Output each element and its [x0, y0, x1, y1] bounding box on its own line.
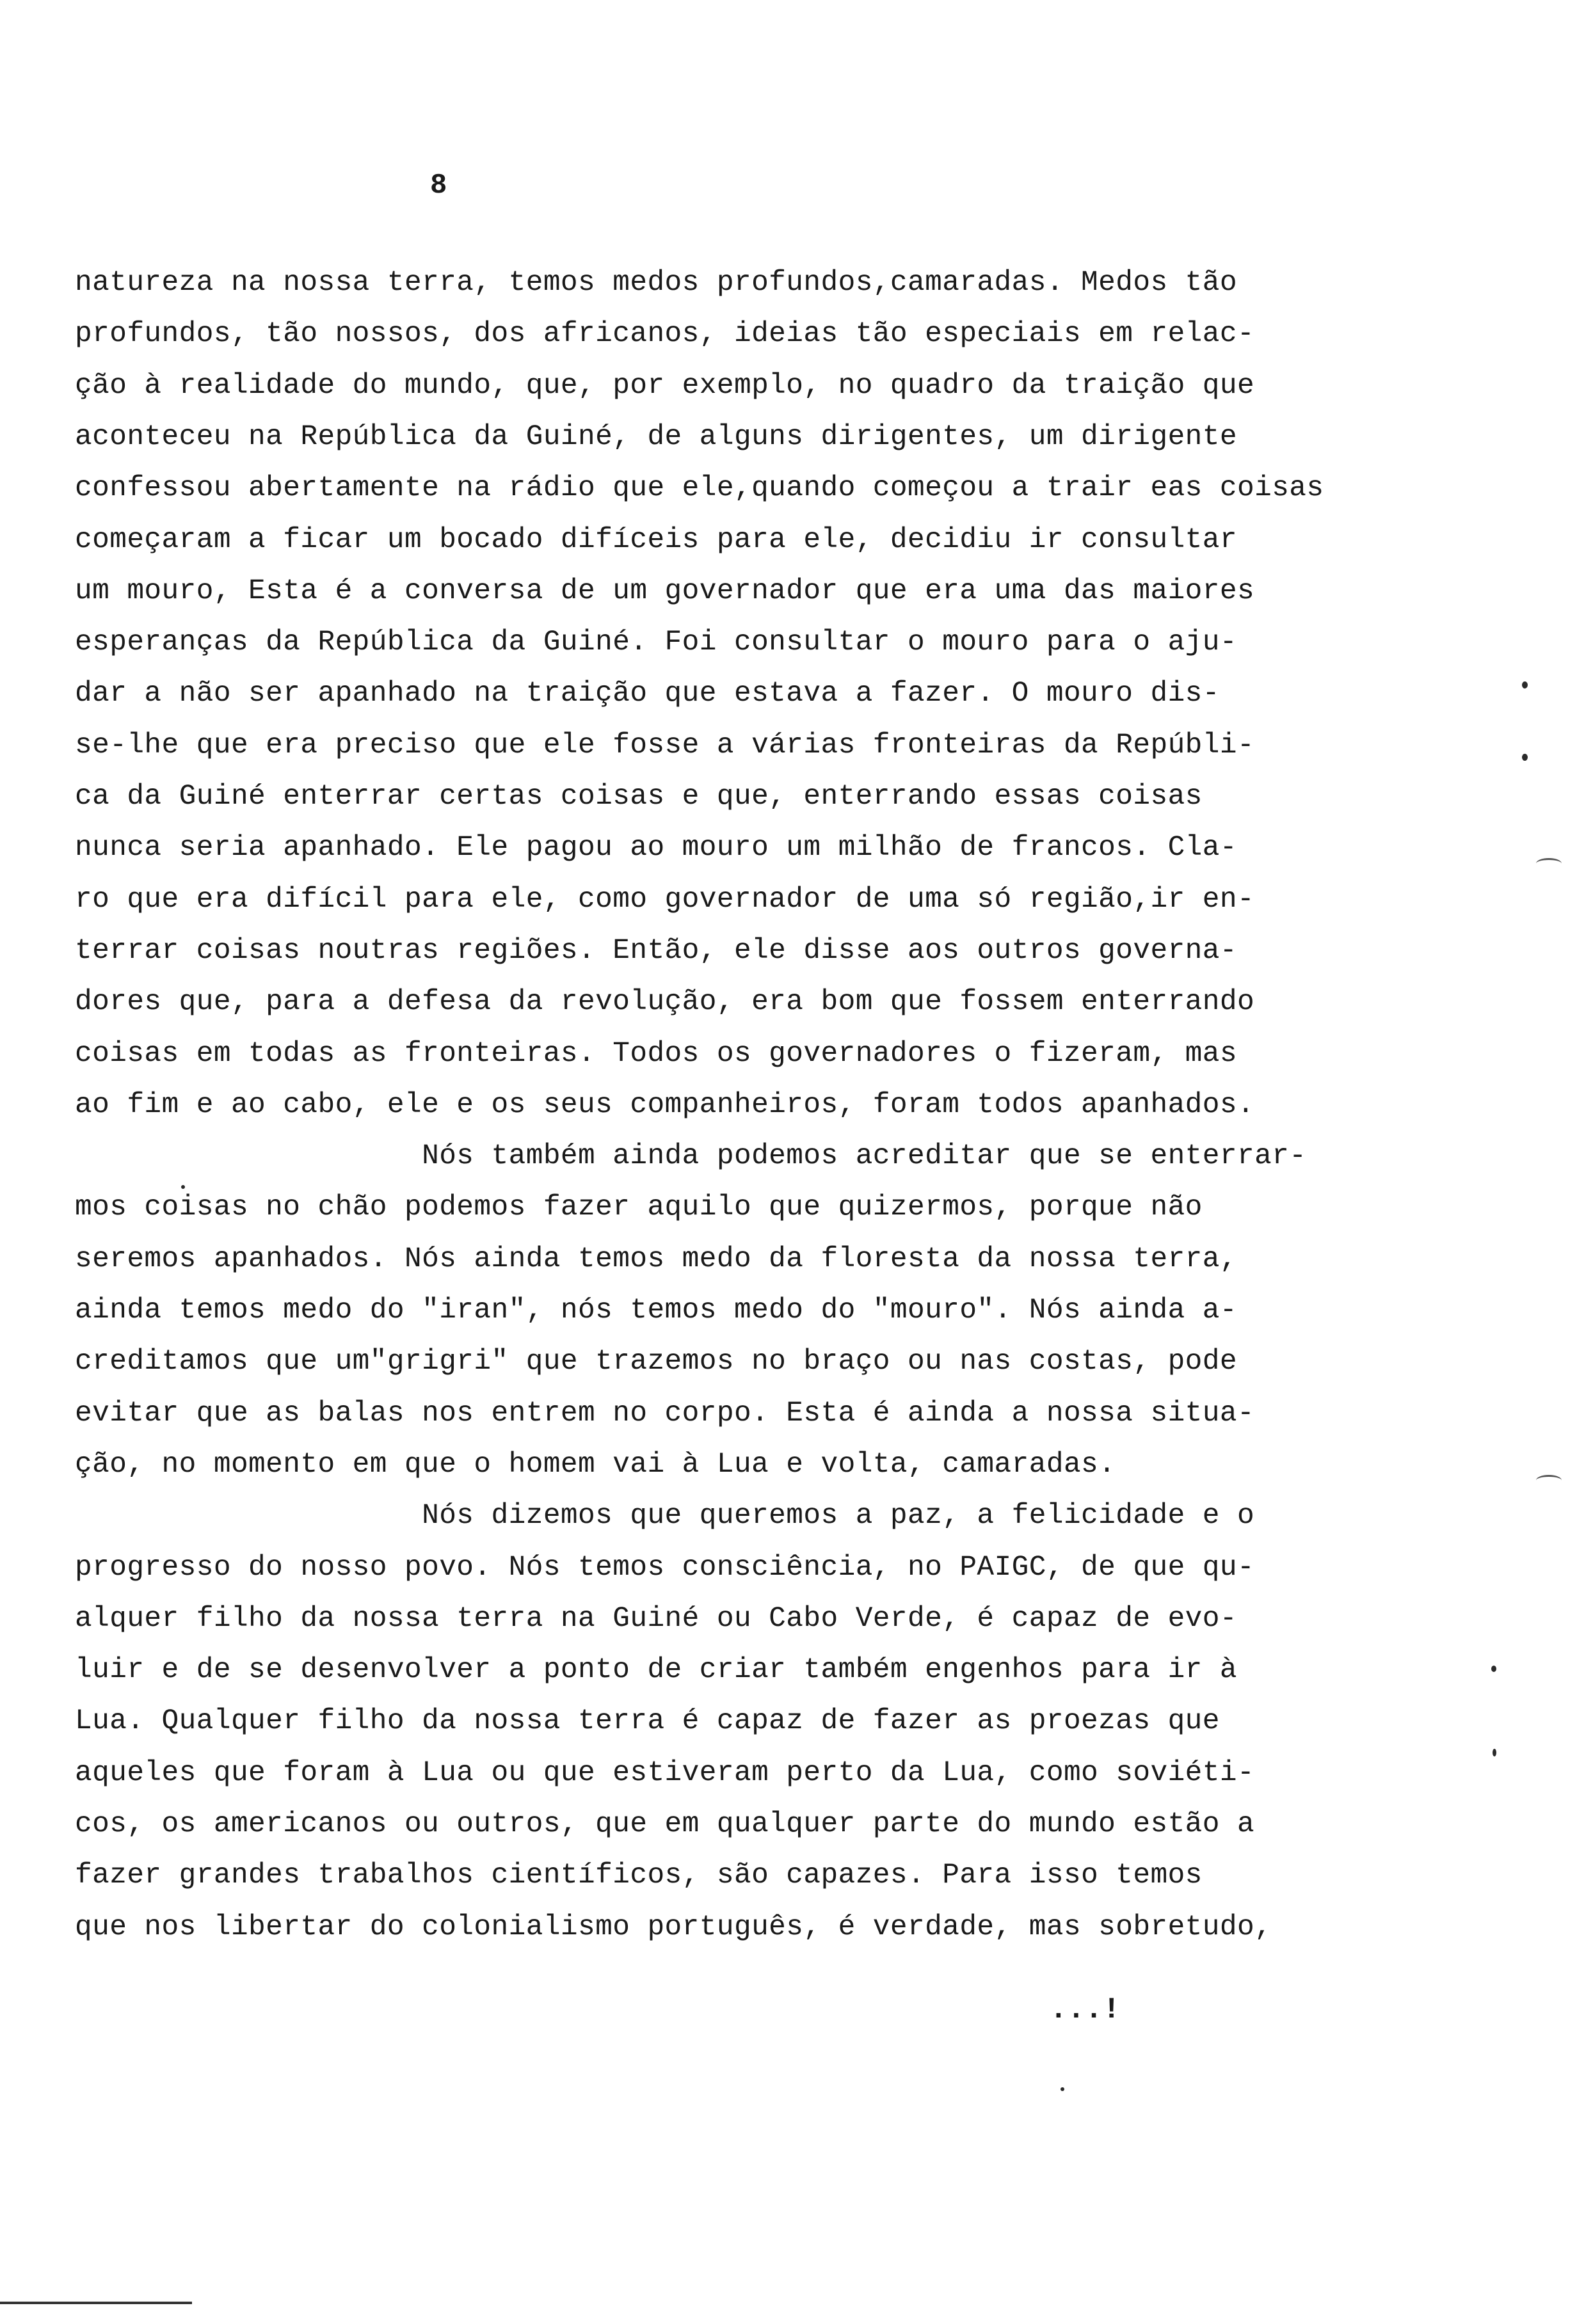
text-line: nunca seria apanhado. Ele pagou ao mouro um milhão de francos. Cla-: [75, 832, 1237, 864]
text-line: fazer grandes trabalhos científicos, são capazes. Para isso temos: [75, 1859, 1203, 1892]
page-number: 8: [430, 170, 447, 202]
scan-speck: [1522, 754, 1528, 761]
text-line: ro que era difícil para ele, como governador de uma só região,ir en-: [75, 883, 1255, 916]
scan-speck: [1491, 1666, 1496, 1672]
text-line: Nós também ainda podemos acreditar que se enterrar-: [75, 1140, 1307, 1173]
scan-edge-mark: [1536, 858, 1562, 869]
text-line: ca da Guiné enterrar certas coisas e que, enterrando essas coisas: [75, 781, 1203, 813]
text-line: um mouro, Esta é a conversa de um governador que era uma das maiores: [75, 575, 1255, 607]
scan-speck: [1493, 1749, 1496, 1756]
text-line: começaram a ficar um bocado difíceis para ele, decidiu ir consultar: [75, 523, 1237, 556]
text-line: profundos, tão nossos, dos africanos, ideias tão especiais em relac-: [75, 318, 1255, 351]
text-line: que nos libertar do colonialismo português, é verdade, mas sobretudo,: [75, 1911, 1272, 1943]
text-line: luir e de se desenvolver a ponto de criar também engenhos para ir à: [75, 1654, 1237, 1687]
text-line: ção, no momento em que o homem vai à Lua e volta, camaradas.: [75, 1448, 1116, 1481]
scan-bottom-rule: [0, 2302, 192, 2304]
scan-edge-mark: [1536, 1475, 1562, 1486]
text-line: Nós dizemos que queremos a paz, a felicidade e o: [75, 1500, 1255, 1532]
scan-speck: [1522, 681, 1528, 688]
text-line: natureza na nossa terra, temos medos profundos,camaradas. Medos tão: [75, 267, 1237, 299]
text-line: seremos apanhados. Nós ainda temos medo da floresta da nossa terra,: [75, 1243, 1237, 1275]
text-line: dores que, para a defesa da revolução, era bom que fossem enterrando: [75, 986, 1255, 1019]
text-line: terrar coisas noutras regiões. Então, ele disse aos outros governa-: [75, 934, 1237, 967]
text-line: creditamos que um"grigri" que trazemos no braço ou nas costas, pode: [75, 1346, 1237, 1378]
text-line: ainda temos medo do "iran", nós temos medo do "mouro". Nós ainda a-: [75, 1294, 1237, 1326]
text-line: Lua. Qualquer filho da nossa terra é capaz de fazer as proezas que: [75, 1705, 1220, 1738]
text-line: ção à realidade do mundo, que, por exemplo, no quadro da traição que: [75, 369, 1255, 402]
text-line: coisas em todas as fronteiras. Todos os governadores o fizeram, mas: [75, 1037, 1237, 1070]
text-line: ao fim e ao cabo, ele e os seus companheiros, foram todos apanhados.: [75, 1088, 1255, 1121]
text-line: esperanças da República da Guiné. Foi consultar o mouro para o aju-: [75, 626, 1237, 659]
text-line: evitar que as balas nos entrem no corpo. Esta é ainda a nossa situa-: [75, 1397, 1255, 1429]
text-line: alquer filho da nossa terra na Guiné ou Cabo Verde, é capaz de evo-: [75, 1602, 1237, 1635]
continuation-mark: ...!: [1050, 1993, 1121, 2026]
scan-speck: [1061, 2087, 1064, 2091]
text-line: progresso do nosso povo. Nós temos consciência, no PAIGC, de que qu-: [75, 1551, 1255, 1584]
text-line: dar a não ser apanhado na traição que estava a fazer. O mouro dis-: [75, 678, 1220, 710]
text-line: aqueles que foram à Lua ou que estiveram perto da Lua, como soviéti-: [75, 1756, 1255, 1789]
text-line: confessou abertamente na rádio que ele,quando começou a trair eas coisas: [75, 472, 1324, 505]
text-line: mos coisas no chão podemos fazer aquilo que quizermos, porque não: [75, 1191, 1203, 1224]
text-line: aconteceu na República da Guiné, de alguns dirigentes, um dirigente: [75, 420, 1237, 453]
text-line: cos, os americanos ou outros, que em qualquer parte do mundo estão a: [75, 1808, 1255, 1840]
scan-speck: [181, 1185, 185, 1189]
text-line: se-lhe que era preciso que ele fosse a várias fronteiras da Repúbli-: [75, 729, 1255, 761]
